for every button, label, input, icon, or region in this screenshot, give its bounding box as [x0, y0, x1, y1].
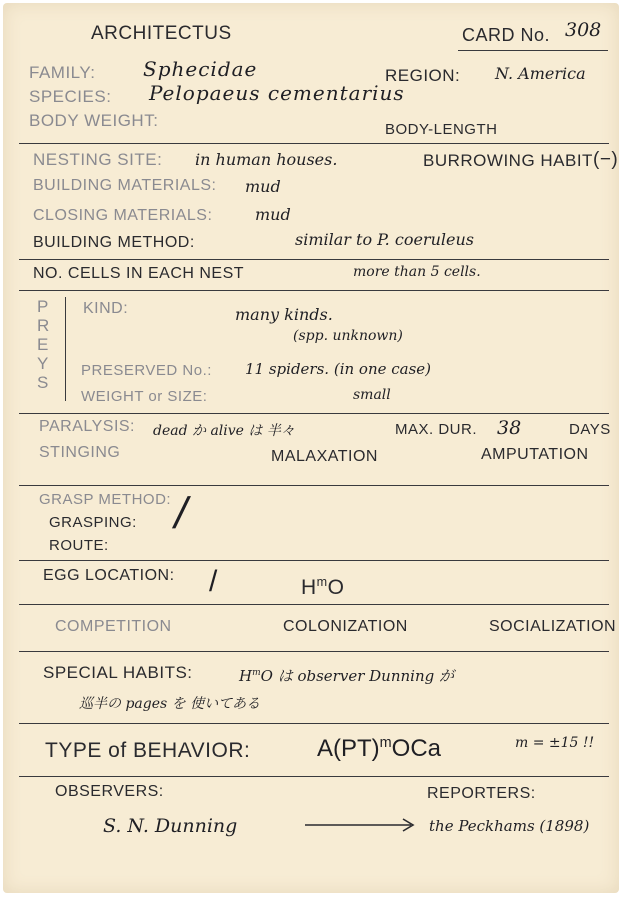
region-value: N. America	[495, 64, 586, 83]
grasp-mark: /	[169, 489, 193, 538]
stinging-label: STINGING	[39, 444, 121, 461]
special-habits-label: SPECIAL HABITS:	[43, 663, 193, 682]
arrow-right-icon	[303, 815, 419, 835]
body-length-label: BODY-LENGTH	[385, 121, 498, 138]
burrowing-habit-label: BURROWING HABIT	[423, 151, 593, 170]
divider	[19, 413, 609, 414]
divider	[19, 776, 609, 777]
divider	[19, 604, 609, 605]
cells-label: NO. CELLS IN EACH NEST	[33, 265, 245, 282]
amputation-label: AMPUTATION	[481, 446, 589, 463]
max-duration-value: 38	[497, 417, 522, 439]
species-value: Pelopaeus cementarius	[149, 81, 405, 105]
egg-location-label: EGG LOCATION:	[43, 567, 175, 584]
card-title: ARCHITECTUS	[91, 23, 232, 44]
observers-label: OBSERVERS:	[55, 783, 164, 800]
divider	[19, 290, 609, 291]
max-duration-label: MAX. DUR.	[395, 421, 478, 438]
family-label: FAMILY:	[29, 63, 96, 82]
weight-size-value: small	[353, 387, 391, 403]
grasp-method-label: GRASP METHOD:	[39, 491, 172, 508]
socialization-label: SOCIALIZATION	[489, 618, 617, 635]
paralysis-label: PARALYSIS:	[39, 418, 135, 435]
burrowing-habit-value: (−)	[593, 149, 619, 170]
colonization-label: COLONIZATION	[283, 618, 408, 635]
preys-letter: S	[37, 373, 49, 392]
card-number-label: CARD No.	[462, 25, 551, 45]
species-label: SPECIES:	[29, 87, 112, 106]
closing-materials-label: CLOSING MATERIALS:	[33, 207, 213, 224]
cells-value: more than 5 cells.	[353, 264, 481, 280]
egg-location-mark: /	[209, 565, 218, 598]
divider	[19, 651, 609, 652]
paralysis-value: dead か alive は 半々	[153, 423, 295, 439]
malaxation-label: MALAXATION	[271, 448, 378, 465]
region-label: REGION:	[385, 66, 461, 85]
prey-kind-note: (spp. unknown)	[293, 328, 403, 344]
divider	[19, 723, 609, 724]
special-habits-value: $H^mO$ は observer Dunning が	[239, 667, 454, 685]
behavior-formula: A(PT)$^m$OCa	[317, 735, 442, 762]
card-number-value: 308	[565, 19, 602, 41]
grasping-label: GRASPING:	[49, 514, 137, 531]
behavior-note: m = ±15 !!	[515, 735, 595, 751]
preys-letter: E	[37, 335, 49, 354]
building-method-label: BUILDING METHOD:	[33, 234, 195, 251]
prey-kind-label: KIND:	[83, 300, 129, 317]
building-materials-value: mud	[245, 177, 281, 196]
divider	[19, 560, 609, 561]
special-habits-note: 巡半の pages を 使いてある	[79, 696, 261, 712]
nesting-site-label: NESTING SITE:	[33, 150, 163, 169]
preys-letter: Y	[37, 354, 49, 373]
reporters-label: REPORTERS:	[427, 785, 536, 802]
reporter-name: the Peckhams (1898)	[429, 817, 590, 835]
divider	[19, 259, 609, 260]
observer-name: S. N. Dunning	[103, 815, 238, 837]
preserved-value: 11 spiders. (in one case)	[245, 360, 432, 378]
weight-size-label: WEIGHT or SIZE:	[81, 388, 208, 405]
closing-materials-value: mud	[255, 205, 291, 224]
behavior-type-label: TYPE of BEHAVIOR:	[45, 739, 251, 762]
nesting-site-value: in human houses.	[195, 150, 338, 169]
preys-letter: P	[37, 297, 49, 316]
family-value: Sphecidae	[143, 57, 258, 81]
preserved-label: PRESERVED No.:	[81, 362, 212, 379]
divider	[19, 485, 609, 486]
preys-letter: R	[37, 316, 50, 335]
route-label: ROUTE:	[49, 537, 109, 554]
building-materials-label: BUILDING MATERIALS:	[33, 177, 217, 194]
record-card	[3, 3, 619, 893]
building-method-value: similar to P. coeruleus	[295, 230, 474, 249]
prey-kind-value: many kinds.	[235, 305, 333, 324]
body-weight-label: BODY WEIGHT:	[29, 111, 159, 130]
egg-location-value: $H^mO$	[301, 575, 345, 599]
days-label: DAYS	[569, 421, 611, 438]
divider	[19, 143, 609, 144]
preys-bracket-line	[65, 297, 66, 401]
card-number-underline	[458, 50, 608, 51]
competition-label: COMPETITION	[55, 618, 172, 635]
